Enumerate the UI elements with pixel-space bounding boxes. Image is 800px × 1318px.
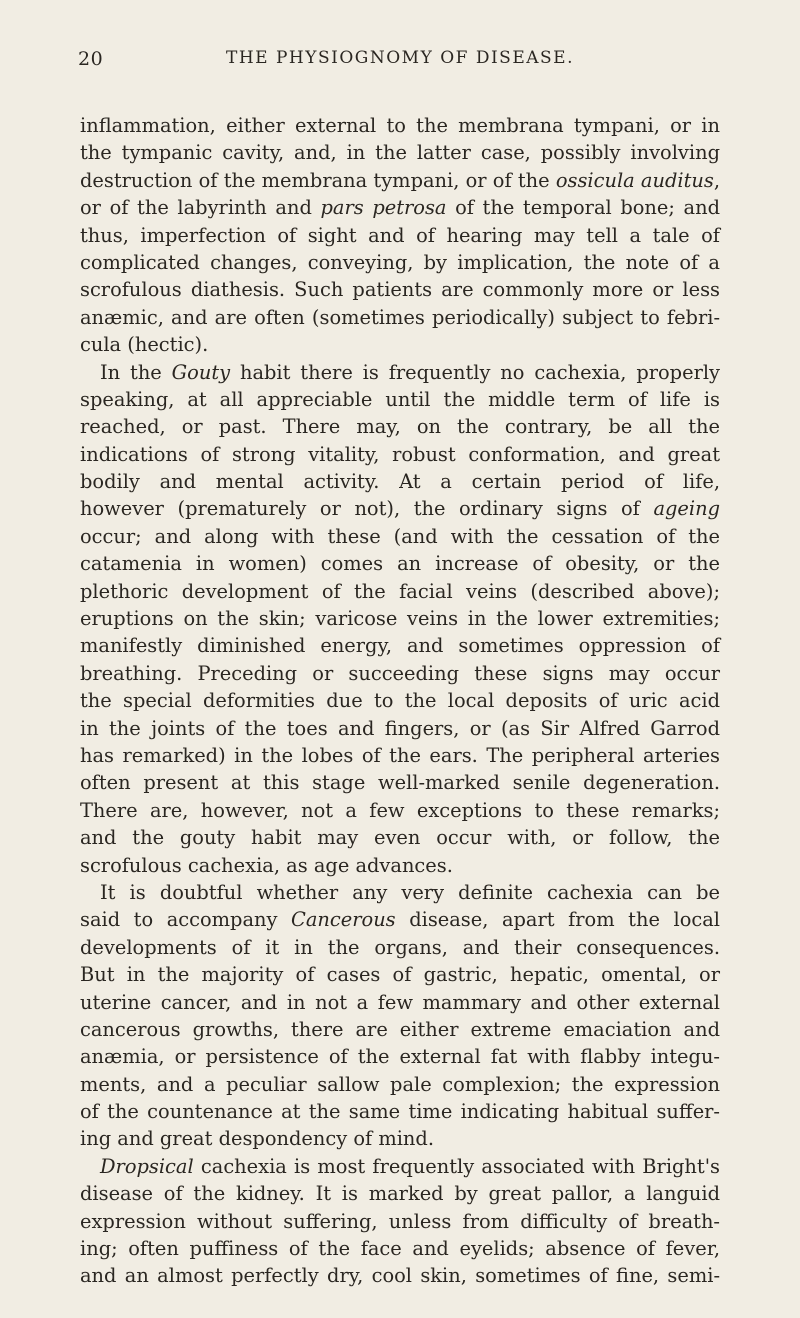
text-line: anæmic, and are often (sometimes periodically) subject to febri- <box>80 305 720 329</box>
text-line: the tympanic cavity, and, in the latter case, possibly involving <box>80 141 720 165</box>
text-line: or of the labyrinth and pars petrosa of the temporal bone; and <box>80 196 720 220</box>
text-line: speaking, at all appreciable until the middle term of life is <box>80 387 720 411</box>
text-line: inflammation, either external to the membrana tympani, or in <box>80 114 720 137</box>
text-line: occur; and along with these (and with the cessation of the <box>80 524 720 548</box>
text-line: often present at this stage well-marked senile degeneration. <box>80 771 720 795</box>
text-line: breathing. Preceding or succeeding these signs may occur <box>80 661 720 685</box>
text-line: In the Gouty habit there is frequently no cachexia, properly <box>100 360 720 384</box>
text-line: cancerous growths, there are either extreme emaciation and <box>80 1017 720 1041</box>
italic-term: Gouty <box>171 360 231 384</box>
text-line: reached, or past. There may, on the contrary, be all the <box>80 415 720 439</box>
text-line: catamenia in women) comes an increase of obesity, or the <box>80 552 720 576</box>
text-line: It is doubtful whether any very definite cachexia can be <box>100 880 720 904</box>
italic-term: Dropsical <box>100 1154 194 1178</box>
text-line: manifestly diminished energy, and sometimes oppression of <box>80 634 720 658</box>
text-line: indications of strong vitality, robust conformation, and great <box>80 442 720 466</box>
text-line: destruction of the membrana tympani, or of the ossicula auditus, <box>80 168 721 192</box>
text-line: ing; often puffiness of the face and eyelids; absence of fever, <box>80 1237 720 1261</box>
text-line: developments of it in the organs, and their consequences. <box>80 935 720 959</box>
text-line: There are, however, not a few exceptions to these remarks; <box>80 798 720 822</box>
page-number: 20 <box>78 48 104 70</box>
text-line: plethoric development of the facial veins (described above); <box>80 579 720 603</box>
text-line: bodily and mental activity. At a certain period of life, <box>80 470 720 494</box>
text-line: cula (hectic). <box>80 333 209 357</box>
text-line: said to accompany Cancerous disease, apart from the local <box>80 908 720 932</box>
text-line: ments, and a peculiar sallow pale complexion; the expression <box>80 1072 720 1096</box>
text-line: scrofulous cachexia, as age advances. <box>80 853 453 877</box>
text-line: in the joints of the toes and fingers, or (as Sir Alfred Garrod <box>80 716 720 740</box>
text-line: however (prematurely or not), the ordinary signs of ageing <box>80 497 720 521</box>
text-line: scrofulous diathesis. Such patients are commonly more or less <box>80 278 720 302</box>
text-line: eruptions on the skin; varicose veins in the lower extremities; <box>80 607 720 631</box>
italic-term: ossicula auditus <box>555 168 714 192</box>
text-line: Dropsical cachexia is most frequently associated with Bright's <box>100 1154 720 1178</box>
text-line: complicated changes, conveying, by implication, the note of a <box>80 250 720 274</box>
italic-term: ageing <box>653 497 720 521</box>
text-line: thus, imperfection of sight and of hearing may tell a tale of <box>80 223 720 247</box>
text-line: has remarked) in the lobes of the ears. The peripheral arteries <box>80 743 720 767</box>
body-text <box>80 112 720 1290</box>
text-line: the special deformities due to the local deposits of uric acid <box>80 689 720 713</box>
text-line: uterine cancer, and in not a few mammary and other external <box>80 990 720 1014</box>
text-line: ing and great despondency of mind. <box>80 1127 435 1151</box>
text-line: expression without suffering, unless from difficulty of breath- <box>80 1209 720 1233</box>
text-line: and the gouty habit may even occur with, or follow, the <box>80 826 720 850</box>
text-line: anæmia, or persistence of the external fat with flabby integu- <box>80 1045 720 1069</box>
text-line: disease of the kidney. It is marked by great pallor, a languid <box>80 1182 720 1206</box>
italic-term: pars petrosa <box>320 196 447 220</box>
text-line: But in the majority of cases of gastric, hepatic, omental, or <box>80 963 720 987</box>
running-title: THE PHYSIOGNOMY OF DISEASE. <box>226 48 574 68</box>
text-line: and an almost perfectly dry, cool skin, sometimes of fine, semi- <box>80 1264 720 1288</box>
text-line: of the countenance at the same time indicating habitual suffer- <box>80 1100 720 1124</box>
italic-term: Cancerous <box>291 908 396 932</box>
